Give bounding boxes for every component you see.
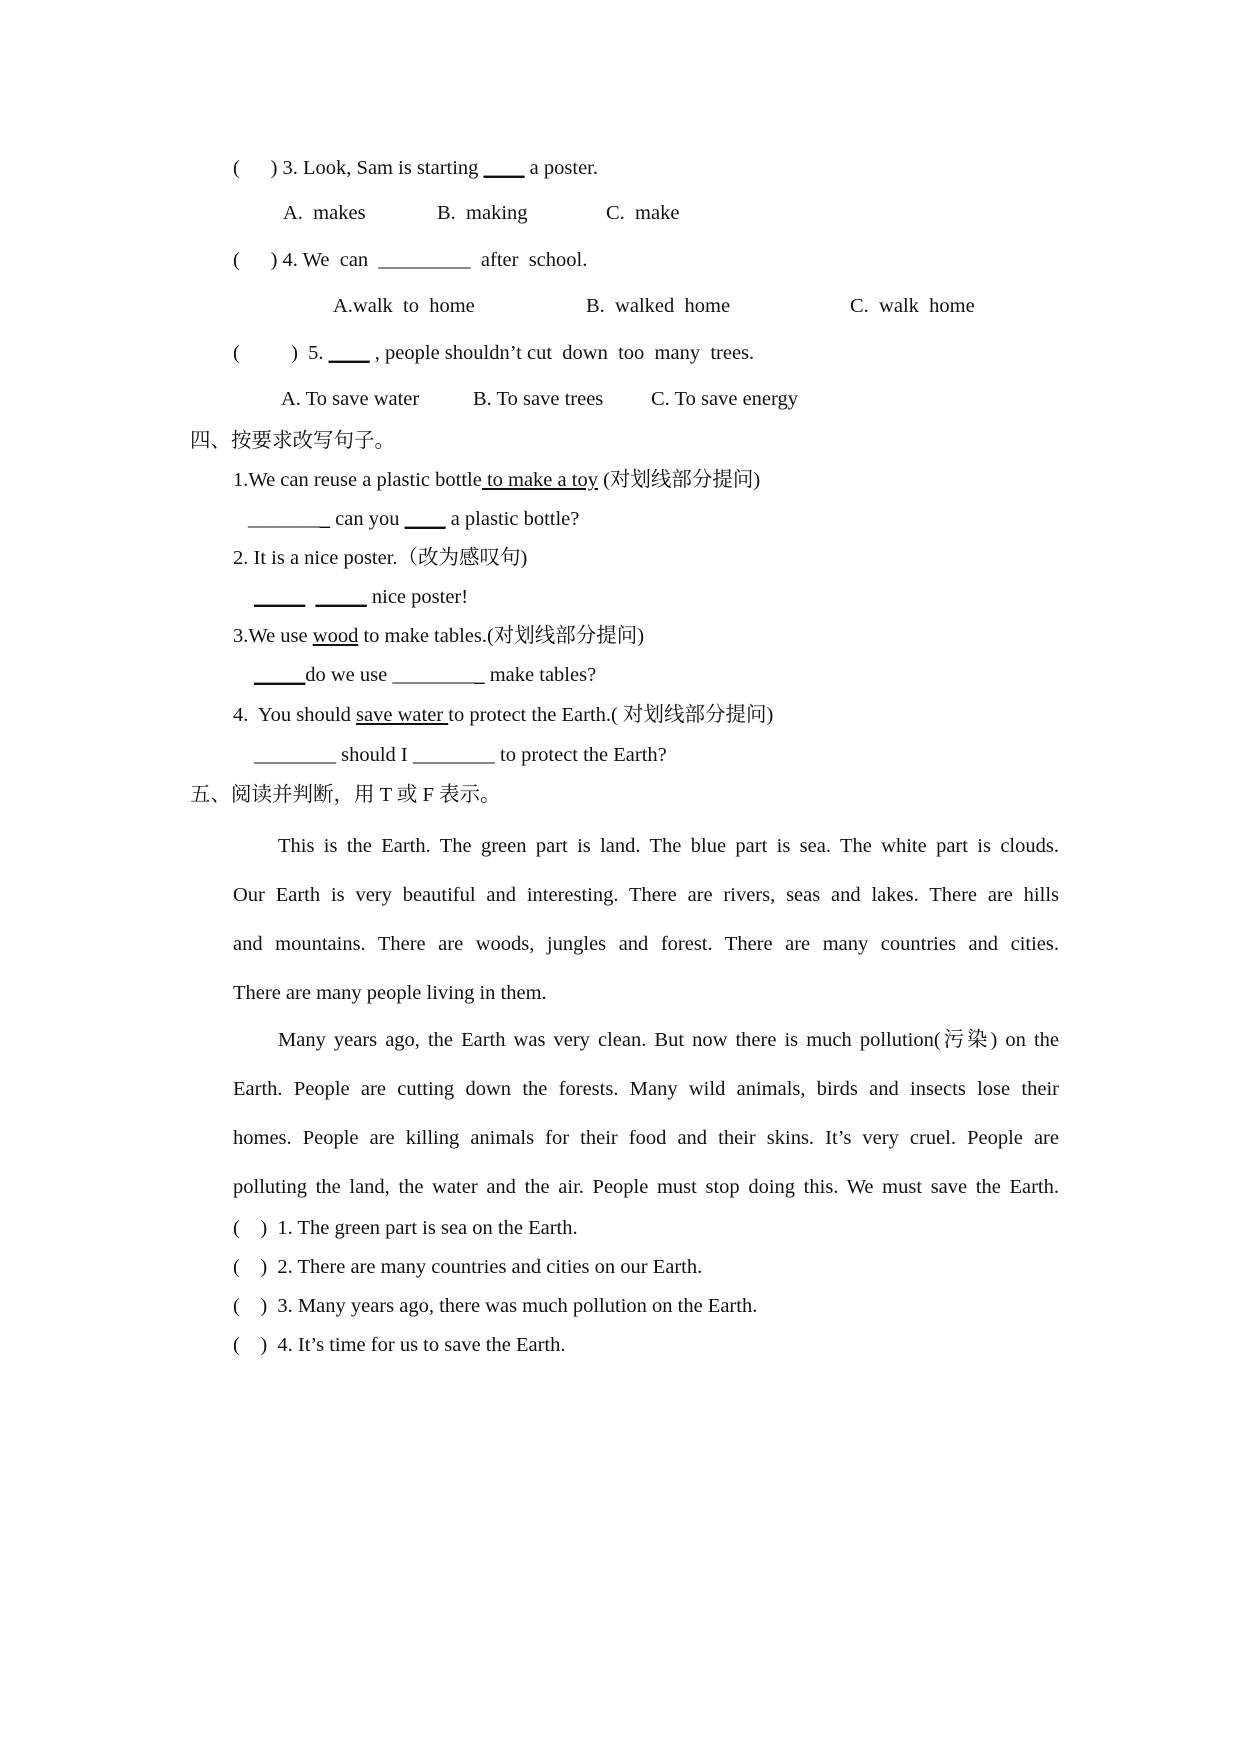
option-a: A.walk to home [333,295,475,317]
rewrite-4 [233,703,773,727]
answer-text: a plastic bottle? [445,508,580,530]
answer-text: do we use ________ [305,664,475,686]
answer-text: make tables? [484,664,597,686]
question-3-rest: a poster. [524,157,598,179]
question-4: ( ) 4. We can _________ after school. [233,249,588,271]
section-5-heading: 五、阅读并判断，用 T 或 F 表示。 [190,784,501,806]
option-c: C. To save energy [651,388,798,410]
option-c: C. walk home [850,295,975,317]
paragraph-2-line: homes. People are killing animals for their food and their skins. It’s very cruel. People are [233,1127,1059,1149]
option-c: C. make [606,202,680,224]
answer-blank: _____ [254,586,306,608]
option-a: A. To save water [281,388,420,410]
statement-4: ( ) 4. It’s time for us to save the Earth. [233,1334,566,1356]
paragraph-2-line: Earth. People are cutting down the forests. Many wild animals, birds and insects lose their [233,1078,1059,1100]
option-b: B. making [437,202,528,224]
underlined-part: to make a toy [481,469,598,491]
answer-blank: ____ [328,342,370,364]
answer-blank: _____ [254,664,306,686]
answer-text: can you [330,508,405,530]
question-3 [233,156,598,180]
statement-2: ( ) 2. There are many countries and cities on our Earth. [233,1256,703,1278]
rewrite-3 [233,624,644,648]
instruction: to make tables.(对划线部分提问) [358,625,645,647]
instruction: to protect the Earth.( 对划线部分提问) [448,704,774,726]
answer-blank: _ [474,664,485,686]
question-5-rest: , people shouldn’t cut down too many trees. [369,342,755,364]
answer-blank: ____ [483,157,525,179]
question-3-text: ( ) 3. Look, Sam is starting [233,157,484,179]
paragraph-1-line: and mountains. There are woods, jungles and forest. There are many countries and cities. [233,933,1059,955]
answer-blank: _____ [315,586,367,608]
rewrite-3-answer [254,663,596,687]
section-4-heading: 四、按要求改写句子。 [190,430,395,452]
paragraph-2-line: Many years ago, the Earth was very clean. But now there is much pollution(污染) on the [278,1029,1059,1051]
rewrite-4-answer: ________ should I ________ to protect the Earth? [254,744,667,766]
rewrite-2-answer [254,585,468,609]
rewrite-3-text: 3.We use [233,625,313,647]
answer-blank: _ [319,508,330,530]
paragraph-1-line: This is the Earth. The green part is land. The blue part is sea. The white part is clouds. [278,835,1059,857]
option-b: B. walked home [586,295,731,317]
answer-blank: ____ [404,508,446,530]
statement-3: ( ) 3. Many years ago, there was much pollution on the Earth. [233,1295,758,1317]
option-b: B. To save trees [473,388,604,410]
rewrite-1-text: 1.We can reuse a plastic bottle [233,469,482,491]
underlined-part: wood [312,625,359,647]
paragraph-1-line: Our Earth is very beautiful and interesting. There are rivers, seas and lakes. There are hills [233,884,1059,906]
rewrite-1-answer [248,507,579,531]
paragraph-2-line: polluting the land, the water and the air. People must stop doing this. We must save the Earth. [233,1176,1059,1198]
question-5 [233,341,754,365]
paragraph-1-line: There are many people living in them. [233,982,547,1004]
underlined-part: save water [356,704,449,726]
option-a: A. makes [283,202,366,224]
statement-1: ( ) 1. The green part is sea on the Earth. [233,1217,578,1239]
answer-text: nice poster! [366,586,469,608]
answer-blank: _______ [248,508,320,530]
rewrite-4-text: 4. You should [233,704,357,726]
question-5-text: ( ) 5. [233,342,329,364]
instruction: (对划线部分提问) [597,469,761,491]
rewrite-1 [233,468,760,492]
rewrite-2: 2. It is a nice poster.（改为感叹句) [233,547,528,569]
